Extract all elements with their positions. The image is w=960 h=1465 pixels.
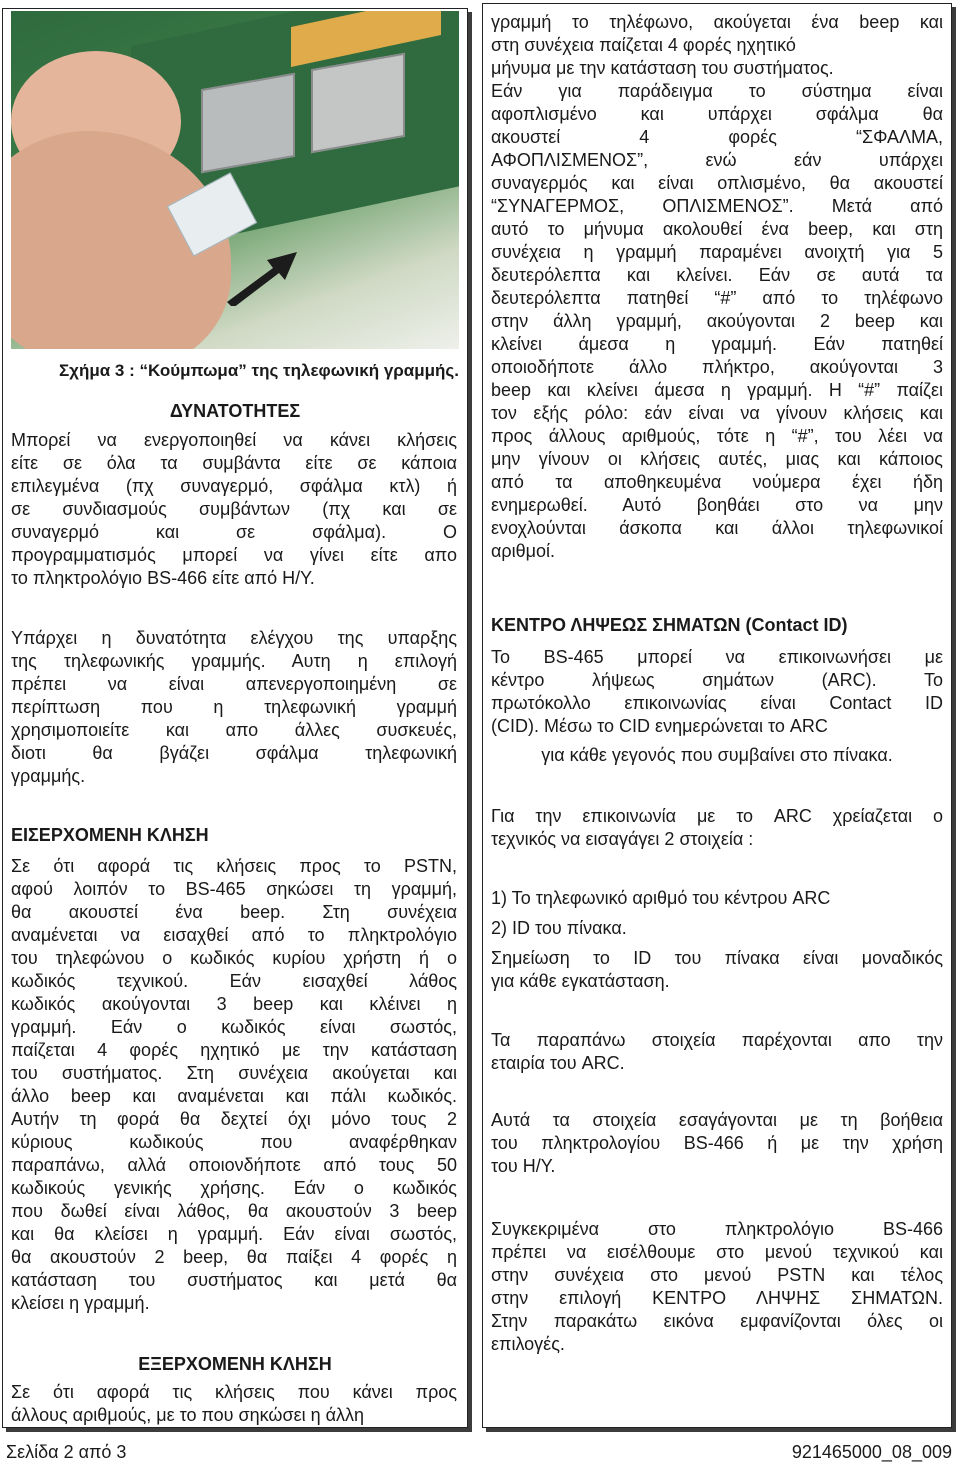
text-line: κλείσει η γραμμή. xyxy=(11,1293,150,1313)
figure-caption: Σχήμα 3 : “Κούμπωμα” της τηλεφωνική γραμμής. xyxy=(58,361,459,380)
text-line: beep και κλείνει άμεσα η γραμμή. Η “#” παίζει xyxy=(491,380,943,400)
text-line: και θα κλείσει η γραμμή. Εάν είναι σωστός, xyxy=(11,1224,457,1244)
page-number: Σελίδα 2 από 3 xyxy=(6,1442,127,1462)
text-line: του Η/Υ. xyxy=(491,1156,556,1176)
text-line: θα ακουστεί ένα beep. Στη συνέχεια xyxy=(11,902,457,922)
left-column xyxy=(2,8,468,1428)
text-line: της τηλεφωνικής γραμμής. Αυτη η επιλογή xyxy=(11,651,457,671)
text-line: προγραμματισμός μπορεί να γίνει είτε απο xyxy=(11,545,457,565)
text-line: κύριους κωδικούς που αναφέρθηκαν xyxy=(11,1132,457,1152)
incoming-call-text xyxy=(11,855,457,1315)
capabilities-text xyxy=(11,429,457,590)
arc-menu-text xyxy=(491,1218,943,1356)
text-line: κλείνει άμεσα η γραμμή. Εάν πατηθεί xyxy=(491,334,943,354)
text-line: στην συνέχεια στο μενού PSTN και τέλος xyxy=(491,1265,943,1285)
arc-entry-text xyxy=(491,1109,943,1178)
text-line: επιλογές. xyxy=(491,1334,565,1354)
text-line: γραμμής. xyxy=(11,766,86,786)
outgoing-call-heading: ΕΞΕΡΧΟΜΕΝΗ ΚΛΗΣΗ xyxy=(138,1354,332,1374)
phone-line-photo xyxy=(11,11,459,349)
text-line: προς άλλους αριθμούς, τότε η “#”, του λέει να xyxy=(491,426,943,446)
text-line: που δωθεί είναι λάθος, θα ακουστούν 3 beep xyxy=(11,1201,457,1221)
text-line: είτε σε όλα τα συμβάντα είτε σε κάποια xyxy=(11,453,457,473)
text-line: κωδικούς γενικής χρήσης. Εάν ο κωδικός xyxy=(11,1178,457,1198)
arc-provider-text xyxy=(491,1029,943,1075)
text-line: του τηλεφώνου ο κωδικός κυρίου χρήστη ή ο xyxy=(11,948,457,968)
text-line: παραπάνω, αλλά οποιονδήποτε από τους 50 xyxy=(11,1155,457,1175)
text-line: οποιοδήποτε άλλο πλήκτρο, ακούγονται 3 xyxy=(491,357,943,377)
text-line: “ΣΥΝΑΓΕΡΜΟΣ, ΟΠΛΙΣΜΕΝΟΣ”. Μετά από xyxy=(491,196,943,216)
text-line: Αυτά τα στοιχεία εσαγάγονται με τη βοήθεια xyxy=(491,1110,943,1130)
text-line: αριθμοί. xyxy=(491,541,556,561)
text-line: Σε ότι αφορά τις κλήσεις προς το PSTN, xyxy=(11,856,457,876)
text-line: 1) Το τηλεφωνικό αριθμό του κέντρου ARC xyxy=(491,888,831,908)
text-line: Συγκεκριμένα στο πληκτρολόγιο BS-466 xyxy=(491,1219,943,1239)
text-line: για κάθε γεγονός που συμβαίνει στο πίνακα. xyxy=(541,745,893,765)
arc-heading: ΚΕΝΤΡΟ ΛΗΨΕΩΣ ΣΗΜΑΤΩΝ (Contact ID) xyxy=(491,615,848,635)
text-line: γραμμή το τηλέφωνο, ακούγεται ένα beep και xyxy=(491,12,943,32)
text-line: ΑΦΟΠΛΙΣΜΕΝΟΣ”, ενώ εάν υπάρχει xyxy=(491,150,943,170)
text-line: περίπτωση που η τηλεφωνική γραμμή xyxy=(11,697,457,717)
text-line: Για την επικοινωνία με το ARC χρείαζεται ο xyxy=(491,806,943,826)
text-line: Αυτήν τη φορά θα δεχτεί όχι μόνο τους 2 xyxy=(11,1109,457,1129)
phone-jack-image xyxy=(311,53,405,154)
text-line: συνέχεια η γραμμή παραμένει ανοιχτή για 5 xyxy=(491,242,943,262)
text-line: πρωτόκολλο επικοινωνίας είναι Contact ID xyxy=(491,693,943,713)
text-line: από τα αποθηκευμένα νούμερα έχει ήδη xyxy=(491,472,943,492)
text-line: αναμένεται να εισαχθεί από το πληκτρολόγιο xyxy=(11,925,457,945)
outgoing-call-text xyxy=(11,1381,457,1427)
text-line: 2) ID του πίνακα. xyxy=(491,918,627,938)
document-code: 921465000_08_009 xyxy=(791,1442,952,1462)
outgoing-call-continued-text xyxy=(491,11,943,563)
text-line: κωδικός τεχνικού. Εάν εισαχθεί λάθος xyxy=(11,971,457,991)
text-line: ενοχλούνται άσκοπα και άλλοι τηλεφωνικοί xyxy=(491,518,943,538)
text-line: στην επιλογή ΚΕΝΤΡΟ ΛΗΨΗΣ ΣΗΜΑΤΩΝ. xyxy=(491,1288,943,1308)
text-line: γραμμή. Εάν ο κωδικός είναι σωστός, xyxy=(11,1017,457,1037)
text-line: κωδικός ακούγονται 3 beep και κλέινει η xyxy=(11,994,457,1014)
text-line: μήνυμα με την κατάσταση του συστήματος. xyxy=(491,58,834,78)
text-line: δευτερόλεπτα και κλείνει. Εάν σε αυτά τα xyxy=(491,265,943,285)
text-line: Στην παρακάτω εικόνα εμφανίζονται όλες οι xyxy=(491,1311,943,1331)
text-line: συναγερμός και είναι οπλισμένο, θα ακουστεί xyxy=(491,173,943,193)
arc-note-text xyxy=(491,947,943,993)
right-column xyxy=(482,3,952,1428)
text-line: παίζεται 4 φορές ηχητικό με την κατάσταση xyxy=(11,1040,457,1060)
capabilities-heading: ΔΥΝΑΤΟΤΗΤΕΣ xyxy=(169,401,301,421)
text-line: άλλο beep και αναμένεται και πάλι κωδικός. xyxy=(11,1086,457,1106)
text-line: κέντρο λήψεως σημάτων (ARC). Το xyxy=(491,670,943,690)
text-line: συναγερμό και σε σφάλμα). Ο xyxy=(11,522,457,542)
text-line: στην άλλη γραμμή, ακούγονται 2 beep και xyxy=(491,311,943,331)
text-line: τον εξής ρόλο: εάν είναι να γίνουν κλήσεις και xyxy=(491,403,943,423)
text-line: Εάν για παράδειγμα το σύστημα είναι xyxy=(491,81,943,101)
text-line: Υπάρχει η δυνατότητα ελέγχου της υπαρξης xyxy=(11,628,457,648)
text-line: σε συνδιασμούς συμβάντων (πχ και σε xyxy=(11,499,457,519)
text-line: ακουστεί 4 φορές “ΣΦΑΛΜΑ, xyxy=(491,127,943,147)
line-check-text xyxy=(11,627,457,788)
arc-item-2 xyxy=(491,917,943,940)
incoming-call-heading: ΕΙΣΕΡΧΟΜΕΝΗ ΚΛΗΣΗ xyxy=(11,825,209,845)
text-line: δευτερόλεπτα πατηθεί “#” από το τηλέφωνο xyxy=(491,288,943,308)
text-line: Σε ότι αφορά τις κλήσεις που κάνει προς xyxy=(11,1382,457,1402)
text-line: άλλους αριθμούς, με το που σηκώσει η άλλη xyxy=(11,1405,365,1425)
text-line: κατάσταση του συστήματος και μετά θα xyxy=(11,1270,457,1290)
arrow-icon xyxy=(221,246,301,306)
text-line: στη συνέχεια παίζεται 4 φορές ηχητικό xyxy=(491,35,796,55)
text-line: τεχνικός να εισαγάγει 2 στοιχεία : xyxy=(491,829,754,849)
text-line: για κάθε εγκατάσταση. xyxy=(491,971,670,991)
text-line: Τα παραπάνω στοιχεία παρέχονται απο την xyxy=(491,1030,943,1050)
text-line: αφού λοιπόν το BS-465 σηκώσει τη γραμμή, xyxy=(11,879,457,899)
text-line: το πληκτρολόγιο BS-466 είτε από Η/Υ. xyxy=(11,568,315,588)
text-line: επιλεγμένα (πχ συναγερμό, σφάλμα κτλ) ή xyxy=(11,476,457,496)
text-line: του συστήματος. Στη συνέχεια ακούγεται και xyxy=(11,1063,457,1083)
text-line: πρέπει να είναι απενεργοποιημένη σε xyxy=(11,674,457,694)
text-line: εταιρία του ARC. xyxy=(491,1053,625,1073)
text-line: αφοπλισμένο και υπάρχει σφάλμα θα xyxy=(491,104,943,124)
text-line: του πληκτρολογίου BS-466 ή με την χρήση xyxy=(491,1133,943,1153)
arc-item-1 xyxy=(491,887,943,910)
text-line: Μπορεί να ενεργοποιηθεί να κάνει κλήσεις xyxy=(11,430,457,450)
text-line: μην γίνουν οι κλήσεις αυτές, μιας και κάποιος xyxy=(491,449,943,469)
phone-jack-image xyxy=(201,73,295,174)
arc-technician-text xyxy=(491,805,943,851)
text-line: διοτι θα βγάζει σφάλμα τηλεφωνική xyxy=(11,743,457,763)
text-line: Σημείωση το ID του πίνακα είναι μοναδικός xyxy=(491,948,943,968)
arc-centered-text xyxy=(491,744,943,767)
text-line: θα ακουστούν 2 beep, θα παίξει 4 φορές η xyxy=(11,1247,457,1267)
text-line: αυτό το μήνυμα ακολουθεί ένα beep, και στη xyxy=(491,219,943,239)
text-line: πρέπει να εισέλθουμε στο μενού τεχνικού και xyxy=(491,1242,943,1262)
text-line: χρησιμοποιείτε και απο άλλες συσκευές, xyxy=(11,720,457,740)
text-line: Το BS-465 μπορεί να επικοινωνήσει με xyxy=(491,647,943,667)
arc-intro-text xyxy=(491,646,943,738)
text-line: ενημερωθεί. Αυτό βοηθάει στο να μην xyxy=(491,495,943,515)
text-line: (CID). Μέσω το CID ενημερώνεται το ARC xyxy=(491,716,828,736)
